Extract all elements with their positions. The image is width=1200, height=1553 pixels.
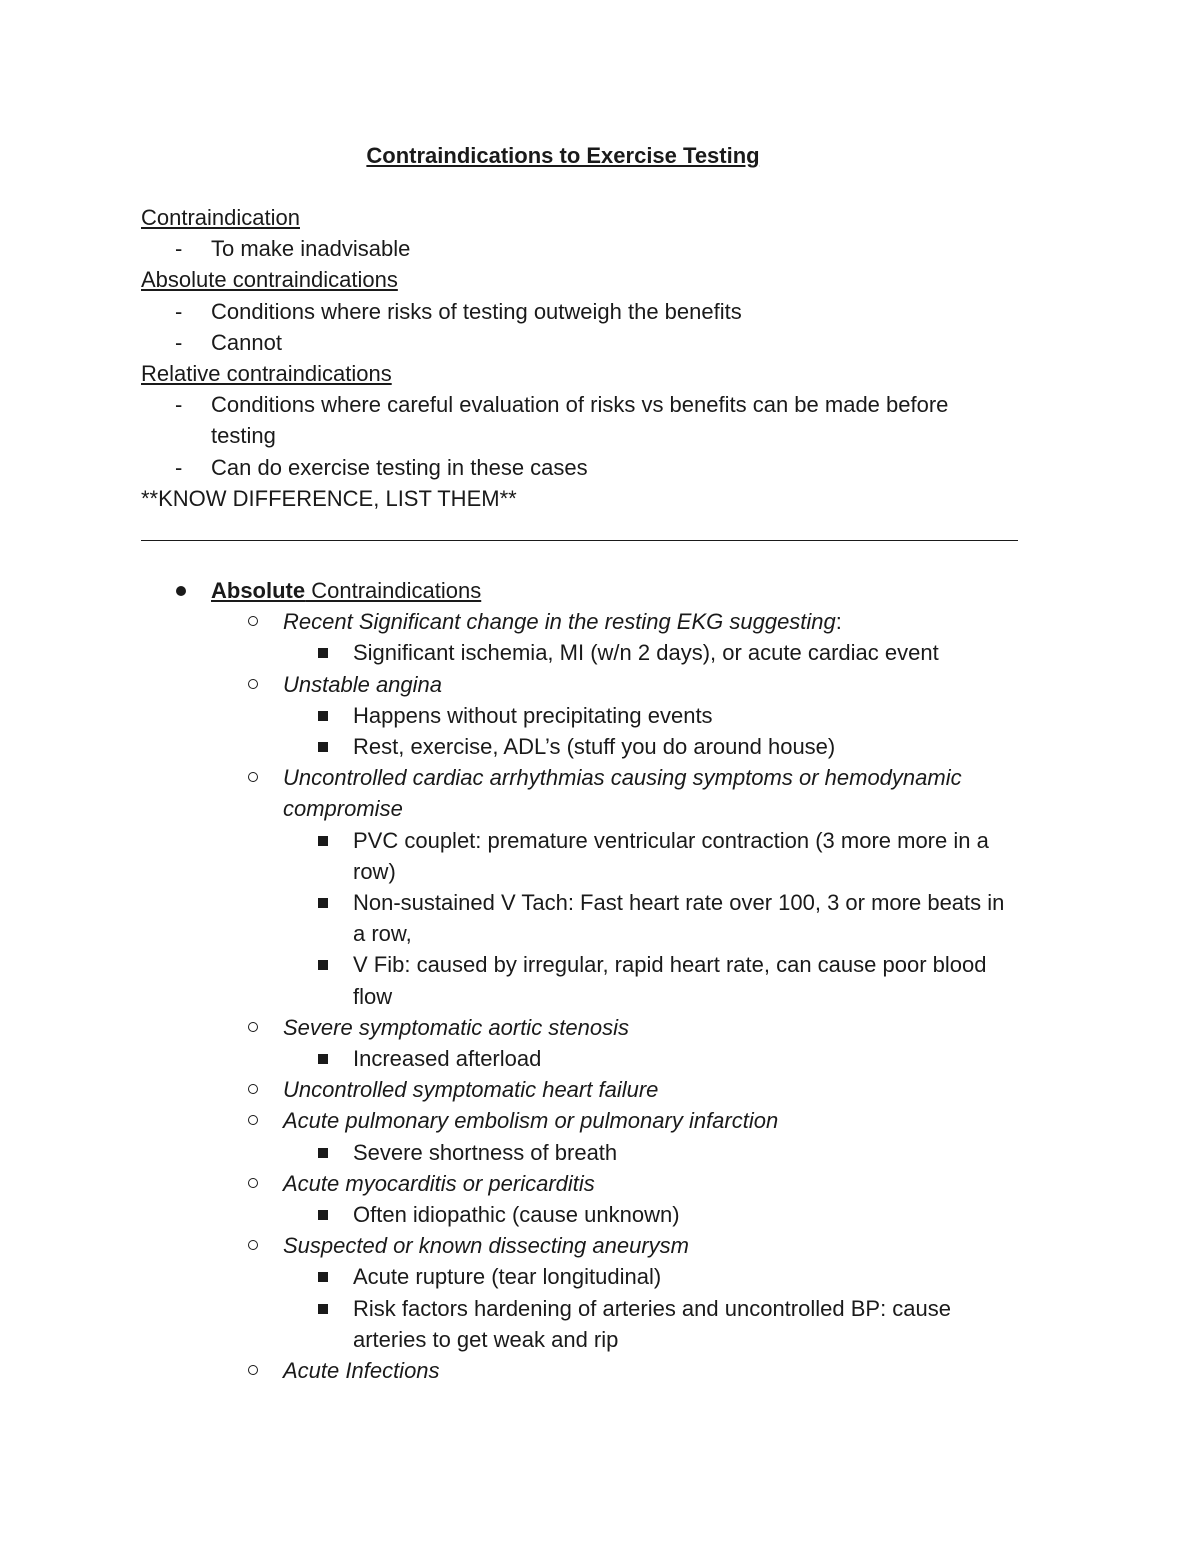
absolute-heading xyxy=(211,575,481,606)
sub-item-text: Severe shortness of breath xyxy=(353,1139,618,1165)
hollow-bullet-icon xyxy=(248,1115,258,1125)
contraindication-item: Acute myocarditis or pericarditis xyxy=(283,1170,595,1196)
square-bullet-icon xyxy=(318,1210,328,1220)
hollow-bullet-icon xyxy=(248,1240,258,1250)
absolute-heading-bold: Absolute xyxy=(211,578,306,603)
sub-item-text: V Fib: caused by irregular, rapid heart rate, can cause poor blood xyxy=(353,952,987,978)
contraindication-item: Suspected or known dissecting aneurysm xyxy=(283,1233,689,1259)
sub-item-text: Increased afterload xyxy=(353,1046,542,1071)
sub-item-text: row) xyxy=(353,858,396,884)
section-heading: Absolute contraindications xyxy=(141,267,398,293)
contraindication-item: Acute Infections xyxy=(283,1358,440,1383)
sub-item-text: Rest, exercise, ADL’s (stuff you do around house) xyxy=(353,734,836,759)
hollow-bullet-icon xyxy=(248,1022,258,1032)
hollow-bullet-icon xyxy=(248,1178,258,1188)
sub-item-text: flow xyxy=(353,983,393,1009)
square-bullet-icon xyxy=(318,1148,328,1158)
contraindication-item: compromise xyxy=(283,796,403,822)
dash-bullet: - xyxy=(175,236,183,262)
hollow-bullet-icon xyxy=(248,1084,258,1094)
page-title: Contraindications to Exercise Testing xyxy=(366,143,760,168)
sub-item-text: arteries to get weak and rip xyxy=(353,1326,619,1352)
list-item-text: Cannot xyxy=(211,329,282,355)
sub-item-text: Acute rupture (tear longitudinal) xyxy=(353,1264,662,1290)
study-note: **KNOW DIFFERENCE, LIST THEM** xyxy=(141,485,517,511)
list-item-text: Conditions where risks of testing outweigh the benefits xyxy=(211,298,742,324)
horizontal-divider xyxy=(141,540,1018,541)
square-bullet-icon xyxy=(318,742,328,752)
contraindication-item: Unstable angina xyxy=(283,671,443,697)
square-bullet-icon xyxy=(318,648,328,658)
contraindication-item: Recent Significant change in the resting EKG suggesting: xyxy=(283,609,842,635)
square-bullet-icon xyxy=(318,898,328,908)
sub-item-text: PVC couplet: premature ventricular contraction (3 more more in a xyxy=(353,827,989,853)
absolute-heading-rest: Contraindications xyxy=(305,578,482,603)
item-suffix: : xyxy=(835,609,842,635)
sub-item-text: Happens without precipitating events xyxy=(353,702,713,728)
square-bullet-icon xyxy=(318,711,328,721)
list-item-text: Conditions where careful evaluation of risks vs benefits can be made before xyxy=(211,392,949,418)
sub-item-text: Non-sustained V Tach: Fast heart rate over 100, 3 or more beats in xyxy=(353,890,1005,915)
filled-bullet-icon xyxy=(176,586,186,596)
list-item-text: To make inadvisable xyxy=(211,236,411,262)
list-item-text: Can do exercise testing in these cases xyxy=(211,454,588,480)
section-heading: Contraindication xyxy=(141,205,300,230)
section-heading: Relative contraindications xyxy=(141,361,392,386)
list-item-text: testing xyxy=(211,423,276,449)
contraindication-item: Acute pulmonary embolism or pulmonary infarction xyxy=(283,1108,779,1134)
square-bullet-icon xyxy=(318,1304,328,1314)
hollow-bullet-icon xyxy=(248,616,258,626)
hollow-bullet-icon xyxy=(248,772,258,782)
square-bullet-icon xyxy=(318,1054,328,1064)
square-bullet-icon xyxy=(318,1272,328,1282)
dash-bullet: - xyxy=(175,454,183,480)
square-bullet-icon xyxy=(318,960,328,970)
dash-bullet: - xyxy=(175,329,183,355)
sub-item-text: Risk factors hardening of arteries and uncontrolled BP: cause xyxy=(353,1295,951,1321)
contraindication-item: Uncontrolled symptomatic heart failure xyxy=(283,1077,659,1103)
dash-bullet: - xyxy=(175,298,183,324)
sub-item-text: a row, xyxy=(353,921,412,947)
square-bullet-icon xyxy=(318,836,328,846)
hollow-bullet-icon xyxy=(248,679,258,689)
sub-item-text: Often idiopathic (cause unknown) xyxy=(353,1202,680,1227)
hollow-bullet-icon xyxy=(248,1365,258,1375)
dash-bullet: - xyxy=(175,392,183,418)
sub-item-text: Significant ischemia, MI (w/n 2 days), or acute cardiac event xyxy=(353,640,939,666)
contraindication-item: Uncontrolled cardiac arrhythmias causing symptoms or hemodynamic xyxy=(283,765,962,791)
contraindication-item: Severe symptomatic aortic stenosis xyxy=(283,1014,630,1040)
